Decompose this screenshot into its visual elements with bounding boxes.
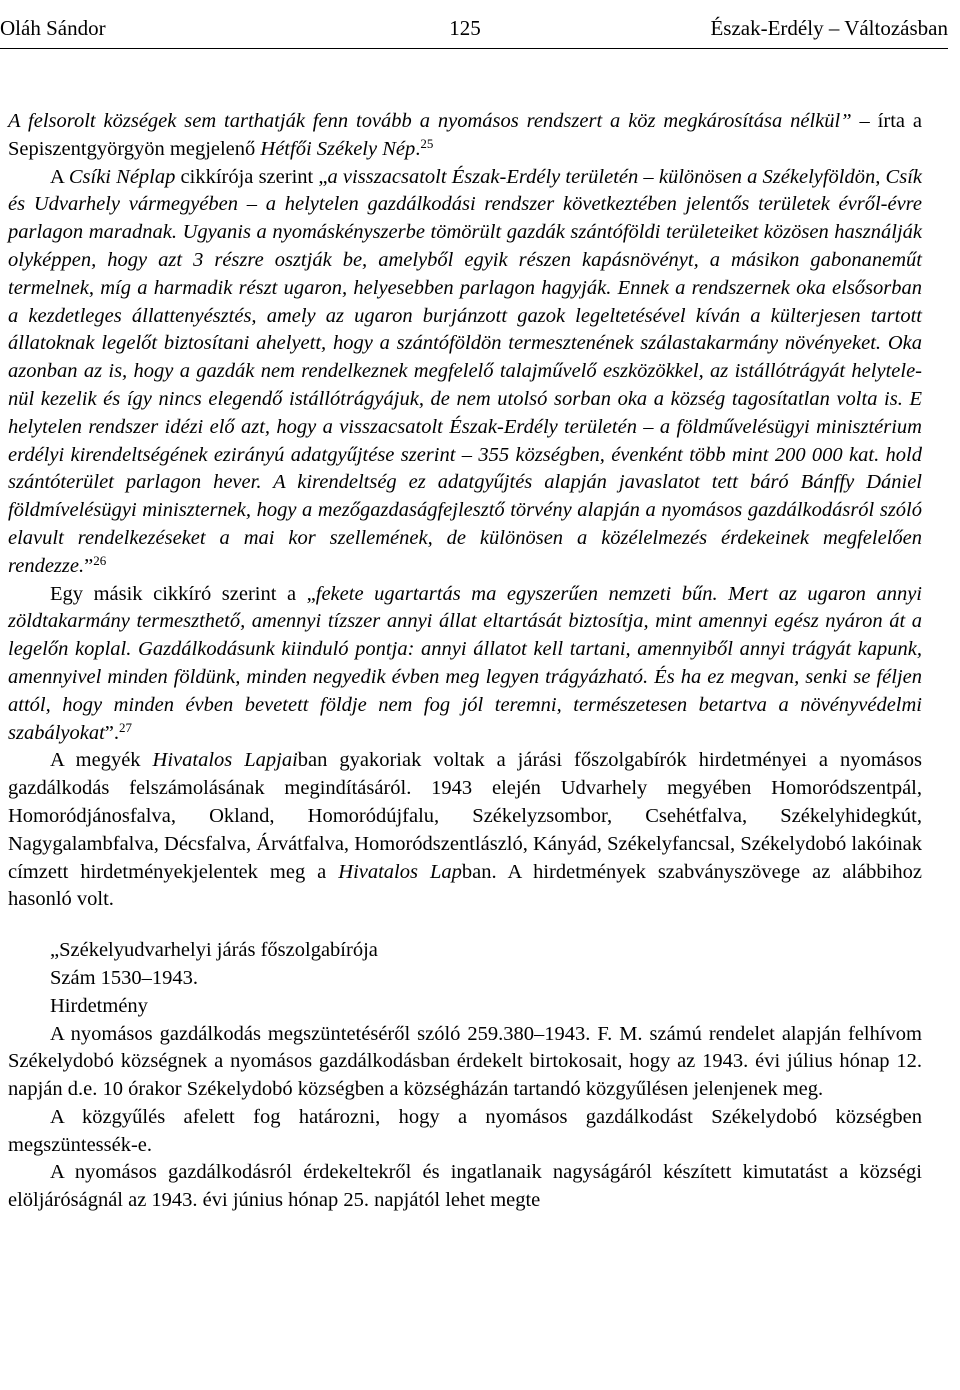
paragraph-3: Egy másik cikkíró szerint a „fekete ugartartás ma egyszerűen nemzeti bűn. Mert az ugaron annyi zöldtakarmány termeszthető, amennyi tízszer annyi állat eltartását biztosítja, mint amennyi egész nyáron át a legelőn koplal. Gazdálkodásunk kiinduló pontja: annyi állatot kell tartani, amennyiből annyi trágyát kapunk, amennyivel minden földünk, minden negyedik évben meg legyen trágyázható. És ha ez megvan, senki se féljen attól, hogy minden évben bevetett földje nem fog jól teremni, természetesen betartva a növényvédelmi szabályokat”.$^{27}$: [8, 582, 922, 744]
newspaper-title: Hétfői Székely Nép: [260, 137, 416, 160]
quote-paragraph-1: A nyomásos gazdálkodás megszüntetéséről szóló 259.380–1943. F. M. számú rendelet alapján felhívom Székelydobó községnek a nyomásos gazdálkodásban érdekelt birtokosait, hogy az 1943. évi július hónap 12. napján d.e. 10 órakor Székelydobó községben a községházán tartandó közgyűlésen jelenjenek meg.: [8, 1022, 922, 1101]
newspaper-title: Csíki Néplap: [68, 165, 176, 188]
header-page-number: 125: [449, 16, 481, 40]
p1-italic-quote: A felsorolt községek sem tarthatják fenn tovább a nyomásos rendszert a köz megkárosítása nélkül”: [8, 110, 852, 132]
gazette-title: Hivatalos Lap: [338, 860, 462, 883]
header-rule: [0, 48, 948, 49]
running-header: [0, 14, 960, 42]
quote-line-heading: Hirdetmény: [50, 994, 148, 1017]
paragraph-1: A felsorolt községek sem tarthatják fenn tovább a nyomásos rendszert a köz megkárosítása nélkül” – írta a Sepiszentgyörgyön megjelenő Hétfői Székely Nép.$^{25}$: [8, 110, 922, 160]
footnote-ref-27[interactable]: 27: [119, 719, 133, 735]
quote-paragraph-3: A nyomásos gazdálkodásról érdekeltekről és ingatlanaik nagyságáról készített kimutatást a községi elöljáróságnál az 1943. évi június hónap 25. napjától lehet megte: [8, 1161, 922, 1212]
header-author: Oláh Sándor: [0, 16, 106, 40]
quote-line-authority: „Székelyudvarhelyi járás főszolgabírója: [50, 939, 378, 962]
announcement-quote: [8, 937, 922, 1215]
quote-paragraph-2: A közgyűlés afelett fog határozni, hogy a nyomásos gazdálkodást Székelydobó községben megszüntessék-e.: [8, 1105, 922, 1156]
gazette-title: Hivatalos Lapjai: [152, 749, 298, 772]
paragraph-2: A Csíki Néplap cikkírója szerint „a visszacsatolt Észak-Erdély területén – különösen a Székelyföldön, Csík és Udvarhely vármegyében – a helytelen gazdálkodási rendszer következtében jelentős területek évről-évre parlagon maradnak. Ugyanis a nyomáskényszerbe tömörült gazdák szántóföldi területeiket közösen használják olyképpen, hogy azt 3 részre osztják be, amelyből egyik részen kapásnövényt, a másikon gabonaneműt termelnek, míg a harmadik részt ugaron, helyesebben parlagon hagyják. Ennek a rendszernek oka elsősorban a kezdetleges állattenyésztés, amely az ugaron burjánzott gazok legeltetésével kíván a külterjesen tartott állatoknak legelőt biztosítani ahelyett, hogy a szántóföldön termesztenének szálastakarmány növényeket. Oka azonban az is, hogy a gazdák nem rendelkeznek megfelelő talajművelő eszközökkel, az istállótrágyát helytelenül kezelik és így nincs elegendő istállótrágyájuk, de nem utolsó sorban oka a község tagosítatlan volta is. E helytelen rendszer idézi elő azt, hogy a visszacsatolt Észak-Erdély területén – a földművelésügyi minisztérium erdélyi kirendeltségének ezirányú adatgyűjtése szerint – 355 községben, évenként több mint 200 000 kat. hold szántóterület parlagon hever. A kirendeltség ez adatgyűjtés alapján javaslatot tett báró Bánffy Dániel földmívelésügyi miniszternek, hogy a mezőgazdaságfejlesztő törvény alapján a nyomásos gazdálkodásról szóló elavult rendelkezéseket a mai kor szellemének, de különösen a közélelmezés érdekeinek megfelelően rendezze.”$^{26}$: [8, 165, 923, 577]
quote-line-number: Szám 1530–1943.: [50, 966, 199, 989]
paragraph-4: A megyék Hivatalos Lapjaiban gyakoriak voltak a járási főszolgabírók hirdetményei a nyomásos gazdálkodás felszámolásának megindításáról. 1943 elején Udvarhely megyében Homoródszentpál, Homoródjánosfalva, Okland, Homoródújfalu, Székelyzsombor, Csehétfalva, Székelyhidegkút, Nagygalambfalva, Décsfalva, Árvátfalva, Homoródszentlászló, Kányád, Székelyfancsal, Székelydobó lakóinak címzett hirdetményekjelentek meg a Hivatalos Lapban. A hirdetmények szabványszövege az alábbihoz hasonló volt.: [8, 749, 922, 911]
footnote-ref-26[interactable]: 26: [93, 552, 107, 568]
header-title: Észak-Erdély – Változásban: [710, 16, 948, 40]
footnote-ref-25[interactable]: 25: [420, 135, 434, 151]
page-body: [8, 108, 922, 1215]
